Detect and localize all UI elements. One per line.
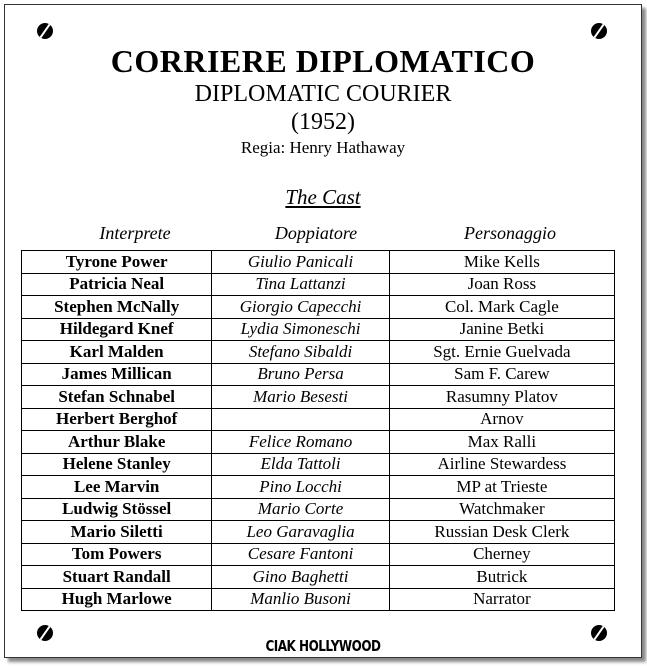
plaque	[4, 4, 642, 658]
character-cell: Rasumny Platov	[389, 386, 614, 409]
cast-heading: The Cast	[285, 185, 361, 209]
character-cell: Sgt. Ernie Guelvada	[389, 341, 614, 364]
table-row	[22, 521, 615, 544]
director-credit: Regia: Henry Hathaway	[240, 138, 406, 157]
actor-cell: Stuart Randall	[22, 566, 212, 589]
release-year: (1952)	[291, 109, 355, 135]
voice-actor-cell: Leo Garavaglia	[212, 521, 389, 544]
character-cell: Col. Mark Cagle	[389, 296, 614, 319]
table-row	[22, 296, 615, 319]
actor-cell: Patricia Neal	[22, 273, 212, 296]
actor-cell: Lee Marvin	[22, 476, 212, 499]
table-row	[22, 543, 615, 566]
actor-cell: Tyrone Power	[22, 251, 212, 274]
character-cell: Janine Betki	[389, 318, 614, 341]
actor-cell: Tom Powers	[22, 543, 212, 566]
table-row	[22, 363, 615, 386]
actor-cell: Helene Stanley	[22, 453, 212, 476]
actor-cell: Stefan Schnabel	[22, 386, 212, 409]
table-row	[22, 408, 615, 431]
character-cell: Joan Ross	[389, 273, 614, 296]
voice-actor-cell: Mario Corte	[212, 498, 389, 521]
character-cell: Airline Stewardess	[389, 453, 614, 476]
actor-cell: Mario Siletti	[22, 521, 212, 544]
screw-icon	[37, 23, 53, 39]
brand-logo: CIAK HOLLYWOOD	[265, 637, 381, 655]
voice-actor-cell: Stefano Sibaldi	[212, 341, 389, 364]
table-row	[22, 431, 615, 454]
character-cell: Narrator	[389, 588, 614, 611]
character-cell: MP at Trieste	[389, 476, 614, 499]
voice-actor-cell: Tina Lattanzi	[212, 273, 389, 296]
column-header-role: Personaggio	[464, 223, 556, 243]
voice-actor-cell	[212, 408, 389, 431]
voice-actor-cell: Felice Romano	[212, 431, 389, 454]
screw-icon	[591, 23, 607, 39]
table-row	[22, 318, 615, 341]
actor-cell: Ludwig Stössel	[22, 498, 212, 521]
actor-cell: Stephen McNally	[22, 296, 212, 319]
actor-cell: Herbert Berghof	[22, 408, 212, 431]
voice-actor-cell: Pino Locchi	[212, 476, 389, 499]
voice-actor-cell: Elda Tattoli	[212, 453, 389, 476]
character-cell: Mike Kells	[389, 251, 614, 274]
voice-actor-cell: Gino Baghetti	[212, 566, 389, 589]
actor-cell: Hildegard Knef	[22, 318, 212, 341]
character-cell: Russian Desk Clerk	[389, 521, 614, 544]
voice-actor-cell: Cesare Fantoni	[212, 543, 389, 566]
voice-actor-cell: Lydia Simoneschi	[212, 318, 389, 341]
character-cell: Arnov	[389, 408, 614, 431]
table-row	[22, 341, 615, 364]
voice-actor-cell: Giulio Panicali	[212, 251, 389, 274]
table-row	[22, 476, 615, 499]
character-cell: Cherney	[389, 543, 614, 566]
voice-actor-cell: Giorgio Capecchi	[212, 296, 389, 319]
table-row	[22, 566, 615, 589]
table-row	[22, 498, 615, 521]
actor-cell: Hugh Marlowe	[22, 588, 212, 611]
actor-cell: Karl Malden	[22, 341, 212, 364]
cast-table	[21, 250, 615, 611]
page-title: CORRIERE DIPLOMATICO	[110, 43, 536, 79]
table-row	[22, 251, 615, 274]
character-cell: Max Ralli	[389, 431, 614, 454]
actor-cell: Arthur Blake	[22, 431, 212, 454]
column-header-voice: Doppiatore	[274, 223, 358, 243]
actor-cell: James Millican	[22, 363, 212, 386]
voice-actor-cell: Manlio Busoni	[212, 588, 389, 611]
character-cell: Watchmaker	[389, 498, 614, 521]
voice-actor-cell: Mario Besesti	[212, 386, 389, 409]
character-cell: Sam F. Carew	[389, 363, 614, 386]
table-row	[22, 588, 615, 611]
column-header-actor: Interprete	[99, 223, 171, 243]
table-row	[22, 453, 615, 476]
table-row	[22, 386, 615, 409]
character-cell: Butrick	[389, 566, 614, 589]
page-subtitle: DIPLOMATIC COURIER	[194, 81, 452, 107]
voice-actor-cell: Bruno Persa	[212, 363, 389, 386]
table-row	[22, 273, 615, 296]
